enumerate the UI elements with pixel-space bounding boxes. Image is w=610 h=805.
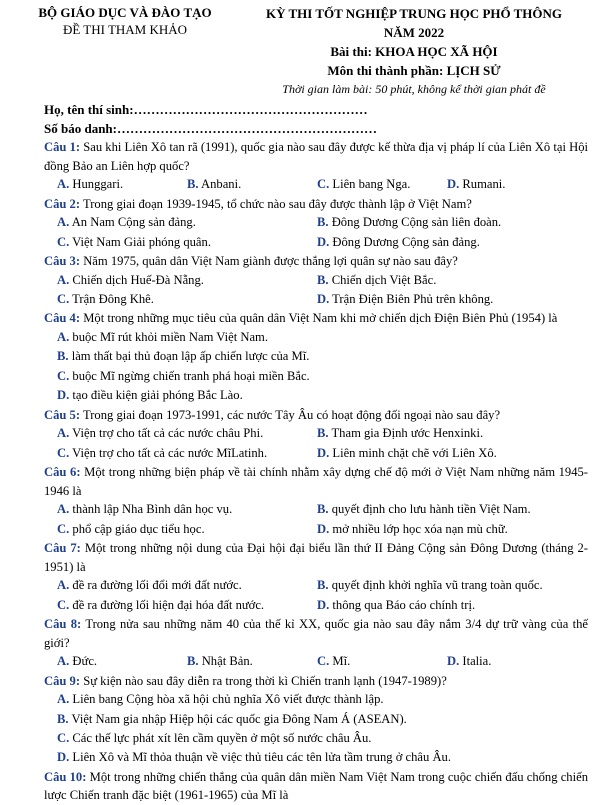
question [44,309,588,405]
option-text: tạo điều kiện giải phóng Bắc Lào. [69,388,243,403]
question-text: Trong giai đoạn 1973-1991, các nước Tây Âu có hoạt động đối ngoại nào sau đây? [80,407,501,422]
option-letter: D. [317,234,330,249]
option-a [57,690,588,709]
exam-label: Bài thi: KHOA HỌC XÃ HỘI [330,44,498,59]
question-number: Câu 2: [44,196,81,211]
option-d [317,520,577,539]
student-id-line: Số báo danh:…………………………………………………… [44,121,377,136]
option-text: Liên Xô và Mĩ thỏa thuận về việc thủ tiêu các tên lửa tầm trung ở châu Âu. [69,750,451,765]
question [44,252,588,309]
option-d [447,175,577,194]
option-letter: D. [317,292,330,306]
option-letter: C. [57,731,70,746]
option-b [317,500,577,519]
question [44,406,588,463]
option-text: Liên minh chặt chẽ với Liên Xô. [329,445,497,460]
option-letter: A. [57,177,70,192]
option-letter: D. [317,597,330,612]
question-stem [44,768,588,805]
option-text: quyết định cho lưu hành tiền Việt Nam. [328,502,531,517]
question-number: Câu 1: [44,140,81,154]
option-text: Chiến dịch Việt Bắc. [328,272,437,287]
question-stem [44,309,588,328]
question-stem [44,252,588,271]
question-stem [44,539,588,576]
ministry-name: BỘ GIÁO DỤC VÀ ĐÀO TẠO [38,5,212,20]
option-b [57,710,588,729]
option-letter: D. [317,445,330,460]
question-number: Câu 8: [44,617,82,632]
question-text: Năm 1975, quân dân Việt Nam giành được thắng lợi quân sự nào sau đây? [80,254,458,268]
option-letter: A. [57,578,70,593]
option-text: Đông Dương Cộng sản liên đoàn. [328,215,502,230]
option-text: An Nam Cộng sản đảng. [69,215,196,230]
option-a [57,652,187,671]
option-letter: A. [57,654,70,669]
question-stem [44,463,588,500]
option-text: phổ cập giáo dục tiểu học. [69,521,205,536]
option-b [317,271,577,290]
question-number: Câu 6: [44,465,81,480]
option-text: Hunggari. [69,177,124,192]
option-d [317,290,577,309]
question-text: Sau khi Liên Xô tan rã (1991), quốc gia nào sau đây được kế thừa địa vị pháp lí của Liên Xô tại Hội đồng Bảo an Liên hợp quốc? [44,140,588,173]
question-number: Câu 5: [44,407,81,422]
question [44,539,588,615]
option-letter: C. [57,292,70,306]
option-text: Tham gia Định ước Henxinki. [328,426,484,441]
options [44,328,588,406]
option-letter: B. [317,426,329,441]
option-text: Nhật Bản. [198,654,253,669]
options [44,424,588,463]
option-text: Chiến dịch Huế-Đà Nẵng. [69,272,204,287]
option-text: Các thế lực phát xít lên cầm quyền ở một số nước châu Âu. [69,731,372,746]
option-a [57,175,187,194]
option-d [57,386,588,405]
option-letter: C. [57,368,70,383]
question-number: Câu 4: [44,311,81,326]
option-a [57,576,317,595]
option-c [57,444,317,463]
option-text: Việt Nam gia nhập Hiệp hội các quốc gia Đông Nam Á (ASEAN). [68,711,407,726]
option-text: đề ra đường lối hiện đại hóa đất nước. [69,597,265,612]
option-a [57,500,317,519]
option-letter: B. [57,349,69,364]
option-letter: B. [317,578,329,593]
option-a [57,271,317,290]
option-text: Trận Đông Khê. [69,292,154,306]
options [44,652,588,671]
question [44,672,588,768]
option-text: Liên bang Nga. [329,177,411,192]
option-letter: A. [57,215,70,230]
question-text: Một trong những nội dung của Đại hội đại biểu lần thứ II Đảng Cộng sản Đông Dương (tháng 2-1951) là [44,541,588,574]
question-text: Một trong những biện pháp về tài chính nhằm xây dựng chế độ mới ở Việt Nam những năm 1945-1946 là [44,465,588,498]
options [44,271,588,310]
question-stem [44,195,588,214]
option-text: buộc Mĩ rút khỏi miền Nam Việt Nam. [69,330,268,344]
option-b [187,175,317,194]
question-text: Một trong những chiến thắng của quân dân miền Nam Việt Nam trong cuộc chiến đấu chống chiến lược Chiến tranh đặc biệt (1961-1965) của Mĩ là [44,769,588,803]
question-stem [44,406,588,425]
option-letter: D. [57,750,70,765]
question-stem [44,615,588,652]
option-text: mở nhiều lớp học xóa nạn mù chữ. [329,521,508,536]
option-text: Trận Điện Biên Phủ trên không. [329,292,494,306]
option-letter: A. [57,426,70,441]
option-b [317,424,577,443]
options [44,500,588,539]
option-letter: D. [57,388,70,403]
question-stem [44,138,588,175]
option-c [57,596,317,615]
option-text: thành lập Nha Bình dân học vụ. [69,502,233,517]
option-text: đề ra đường lối đổi mới đất nước. [69,578,242,593]
options [44,690,588,768]
option-letter: B. [187,177,199,192]
option-letter: C. [317,177,330,192]
option-text: Viện trợ cho tất cả các nước MĩLatinh. [69,445,268,460]
subject-label: Môn thi thành phần: LỊCH SỬ [327,63,501,78]
option-text: làm thất bại thủ đoạn lập ấp chiến lược của Mĩ. [68,349,310,364]
exam-title: KỲ THI TỐT NGHIỆP TRUNG HỌC PHỔ THÔNG [265,6,563,21]
option-letter: A. [57,692,70,707]
option-letter: C. [317,654,330,669]
option-b [317,576,577,595]
option-d [317,596,577,615]
question [44,768,588,805]
option-b [317,213,577,232]
option-letter: D. [317,521,330,536]
option-text: quyết định khởi nghĩa vũ trang toàn quốc. [328,578,543,593]
option-text: buộc Mĩ ngừng chiến tranh phá hoại miền Bắc. [69,368,310,383]
option-text: thông qua Báo cáo chính trị. [329,597,476,612]
option-letter: B. [187,654,199,669]
question-number: Câu 7: [44,541,81,556]
option-letter: A. [57,330,70,344]
option-d [317,233,577,252]
header-left [18,4,232,38]
question [44,138,588,195]
exam-year: NĂM 2022 [383,25,445,40]
option-d [317,444,577,463]
option-b [57,347,588,366]
option-d [57,748,588,767]
option-letter: C. [57,234,70,249]
option-c [57,729,588,748]
option-text: Viện trợ cho tất cả các nước châu Phi. [69,426,264,441]
option-a [57,424,317,443]
option-letter: B. [317,502,329,517]
student-info [44,100,377,138]
student-name-line: Họ, tên thí sinh:……………………………………………… [44,102,368,117]
option-text: Mĩ. [329,654,351,669]
option-letter: C. [57,597,70,612]
options [44,213,588,252]
question-number: Câu 9: [44,673,81,688]
option-letter: B. [57,711,69,726]
exam-type: ĐỀ THI THAM KHẢO [62,22,188,37]
option-a [57,328,588,347]
question-stem [44,672,588,691]
option-letter: D. [447,177,460,192]
option-text: Đức. [69,654,98,669]
question [44,195,588,252]
option-text: Liên bang Cộng hòa xã hội chủ nghĩa Xô viết được thành lập. [69,692,384,707]
option-text: Rumani. [459,177,506,192]
option-text: Anbani. [198,177,242,192]
option-letter: A. [57,502,70,517]
option-text: Italia. [459,654,492,669]
question [44,615,588,672]
question [44,463,588,539]
option-c [57,367,588,386]
question-text: Một trong những mục tiêu của quân dân Việt Nam khi mở chiến dịch Điện Biên Phủ (1954) là [80,311,558,326]
question-text: Trong giai đoạn 1939-1945, tổ chức nào sau đây được thành lập ở Việt Nam? [80,196,472,211]
question-text: Trong nửa sau những năm 40 của thế kỉ XX, quốc gia nào sau đây nắm 3/4 dự trữ vàng của thế giới? [44,617,588,650]
option-text: Đông Dương Cộng sản đảng. [329,234,480,249]
question-number: Câu 10: [44,769,87,784]
option-c [57,290,317,309]
option-c [57,520,317,539]
option-letter: B. [317,215,329,230]
options [44,576,588,615]
option-letter: A. [57,272,70,287]
option-c [317,175,447,194]
option-letter: C. [57,445,70,460]
option-d [447,652,577,671]
option-a [57,213,317,232]
question-text: Sự kiện nào sau đây diễn ra trong thời kì Chiến tranh lạnh (1947-1989)? [80,673,447,688]
time-note: Thời gian làm bài: 50 phút, không kể thời gian phát đề [282,82,546,96]
header-right [236,4,592,99]
option-b [187,652,317,671]
option-letter: D. [447,654,460,669]
question-list [44,138,588,805]
option-c [57,233,317,252]
option-c [317,652,447,671]
question-number: Câu 3: [44,254,81,268]
option-letter: B. [317,272,329,287]
options [44,175,588,194]
option-text: Việt Nam Giải phóng quân. [69,234,211,249]
option-letter: C. [57,521,70,536]
